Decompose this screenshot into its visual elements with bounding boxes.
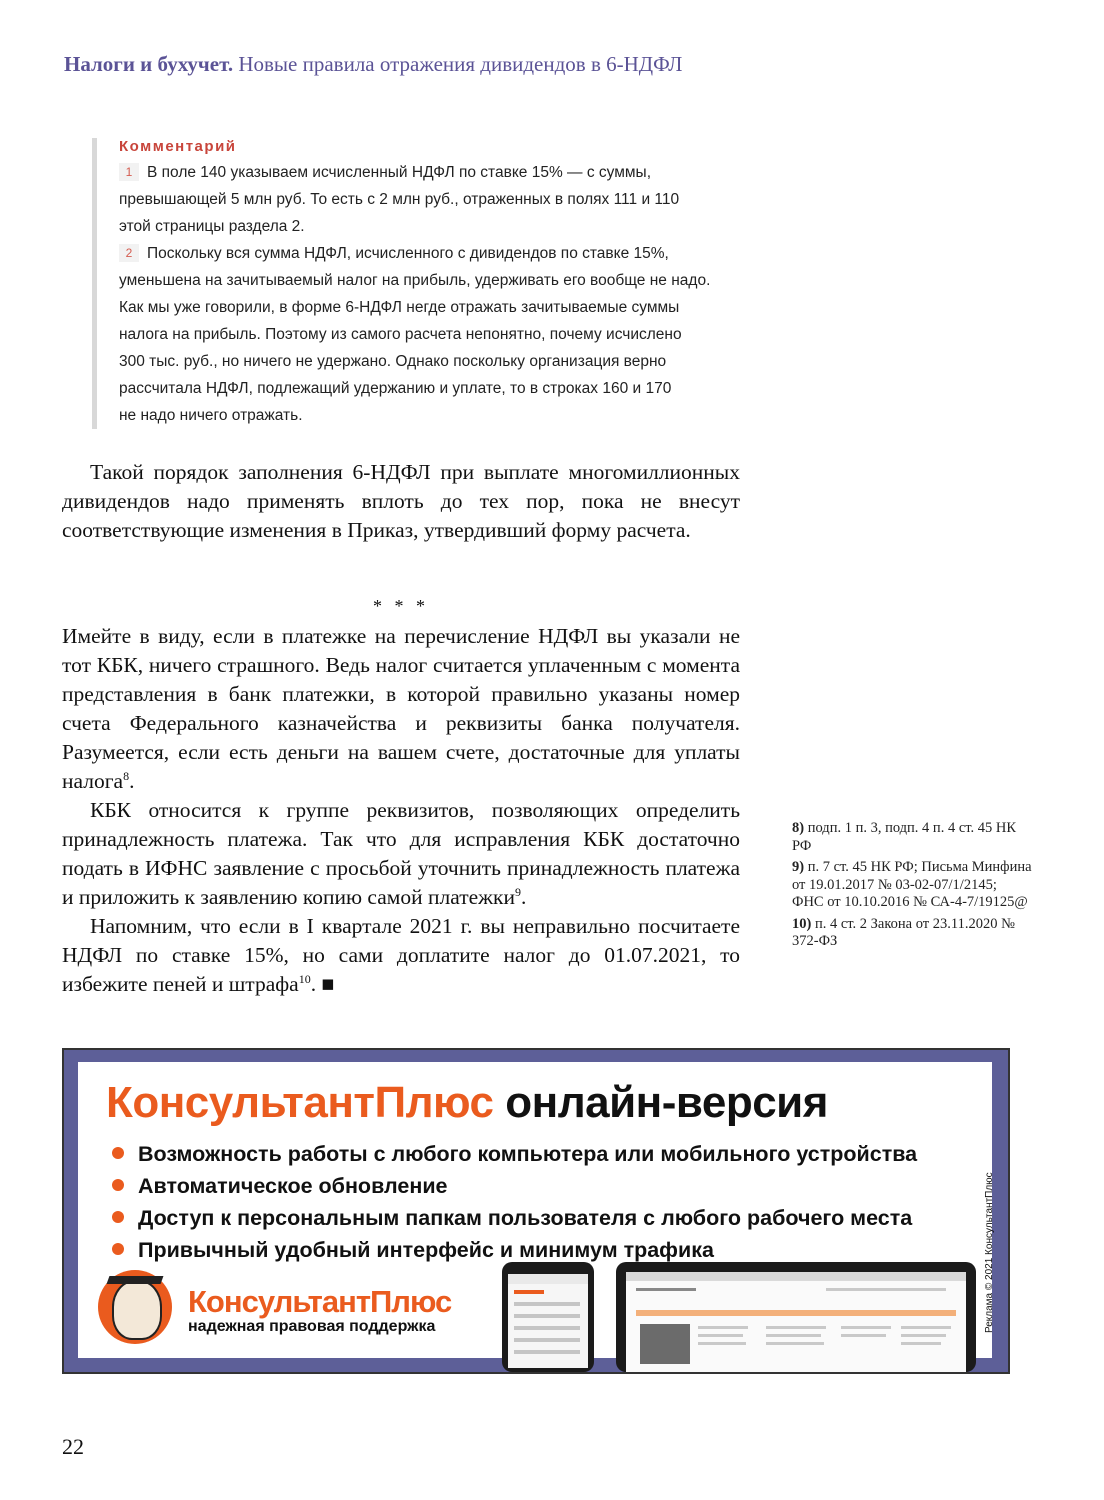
tablet-line: [901, 1342, 941, 1345]
bullet-dot-icon: [112, 1211, 124, 1223]
paragraph: [62, 796, 740, 912]
professor-face-icon: [112, 1280, 162, 1340]
comment-line: этой страницы раздела 2.: [119, 218, 305, 235]
tablet-line: [698, 1342, 746, 1345]
ad-title: [106, 1078, 828, 1128]
page-number: 22: [62, 1434, 84, 1459]
tablet-line: [766, 1334, 821, 1337]
comment-item-1: [119, 159, 779, 240]
ad-bullet: [112, 1206, 912, 1231]
footnote-text: п. 4 ст. 2 Закона от 23.11.2020 № 372-ФЗ: [792, 915, 1015, 949]
ad-disclaimer: Реклама © 2021 КонсультантПлюс: [984, 1171, 995, 1333]
tablet-line: [698, 1326, 748, 1329]
ad-brand: КонсультантПлюс: [188, 1284, 452, 1319]
phone-line: [514, 1338, 580, 1342]
footnote-number: 10): [792, 915, 812, 932]
bullet-dot-icon: [112, 1243, 124, 1255]
bullet-dot-icon: [112, 1179, 124, 1191]
tablet-line: [901, 1326, 951, 1329]
separator: * * *: [373, 596, 429, 616]
ad-title-brand: КонсультантПлюс: [106, 1078, 494, 1127]
footnote-text: п. 7 ст. 45 НК РФ; Письма Минфина от 19.01.2017 № 03-02-07/1/2145; ФНС от 10.10.2016 № СА-4-7/19125@: [792, 859, 1032, 910]
ad-bullet: [112, 1174, 448, 1199]
tablet-screen: [626, 1272, 966, 1372]
ad-bullet: [112, 1238, 714, 1263]
comment-number: 2: [119, 244, 139, 262]
ad-panel: [78, 1062, 995, 1358]
tablet-line: [901, 1334, 946, 1337]
tablet-image-block: [640, 1324, 690, 1364]
tablet-line: [826, 1288, 946, 1291]
comment-number: 1: [119, 163, 139, 181]
tablet-line: [841, 1326, 891, 1329]
tablet-line: [841, 1334, 886, 1337]
footnote-ref: 9: [514, 884, 521, 899]
footnote: [792, 820, 1032, 855]
comment-line: рассчитала НДФЛ, подлежащий удержанию и уплате, то в строках 160 и 170: [119, 380, 672, 397]
phone-line: [514, 1314, 580, 1318]
phone-line: [514, 1326, 580, 1330]
header-title: Новые правила отражения дивидендов в 6-НДФЛ: [238, 52, 683, 76]
graduation-cap-icon: [107, 1276, 164, 1284]
footnote-number: 8): [792, 820, 805, 836]
advertisement-banner[interactable]: [62, 1048, 1010, 1374]
footnote-text: подп. 1 п. 3, подп. 4 п. 4 ст. 45 НК РФ: [792, 820, 1017, 854]
paragraph-end: . ■: [310, 972, 335, 996]
tablet-image: [616, 1262, 976, 1372]
tablet-line: [766, 1342, 824, 1345]
comment-line: Поскольку вся сумма НДФЛ, исчисленного с дивидендов по ставке 15%,: [147, 245, 669, 262]
body-paragraph-1: [62, 458, 740, 545]
footnote: [792, 916, 1032, 951]
footnotes: [792, 820, 1032, 955]
comment-line: 300 тыс. руб., но ничего не удержано. Однако поскольку организация верно: [119, 353, 667, 370]
tablet-line: [766, 1326, 826, 1329]
footnote-number: 9): [792, 859, 805, 875]
comment-line: превышающей 5 млн руб. То есть с 2 млн руб., отраженных в полях 111 и 110: [119, 191, 680, 208]
ad-title-rest: онлайн-версия: [505, 1078, 828, 1127]
consultant-logo-icon: [98, 1270, 172, 1344]
body-paragraphs: [62, 622, 740, 999]
paragraph-end: .: [520, 885, 527, 909]
ad-bullet: [112, 1142, 917, 1167]
comment-box: [92, 138, 779, 429]
ad-bullet-text: Доступ к персональным папкам пользователя с любого рабочего места: [138, 1206, 913, 1230]
phone-line: [514, 1290, 544, 1294]
comment-line: уменьшена на зачитываемый налог на прибыль, удерживать его вообще не надо.: [119, 272, 711, 289]
smartphone-image: [502, 1262, 594, 1372]
tablet-line: [698, 1334, 743, 1337]
tablet-search-bar: [636, 1310, 956, 1316]
comment-line: В поле 140 указываем исчисленный НДФЛ по ставке 15% — с суммы,: [147, 164, 651, 181]
tablet-line: [636, 1288, 696, 1291]
phone-line: [514, 1350, 580, 1354]
footnote-ref: 8: [123, 768, 130, 783]
phone-line: [514, 1302, 580, 1306]
phone-screen: [508, 1274, 588, 1368]
running-header: [64, 52, 682, 77]
comment-line: Как мы уже говорили, в форме 6-НДФЛ негде отражать зачитываемые суммы: [119, 299, 680, 316]
paragraph-text: Напомним, что если в I квартале 2021 г. вы неправильно посчитаете НДФЛ по ставке 15%, но сами доплатите налог до 01.07.2021, то избежите пеней и штрафа: [62, 914, 740, 996]
paragraph-end: .: [129, 769, 135, 793]
comment-line: не надо ничего отражать.: [119, 407, 303, 424]
bullet-dot-icon: [112, 1147, 124, 1159]
footnote-ref: 10: [298, 971, 311, 986]
ad-bullet-text: Привычный удобный интерфейс и минимум трафика: [138, 1238, 714, 1262]
tablet-browser-bar: [626, 1272, 966, 1281]
comment-line: налога на прибыль. Поэтому из самого расчета непонятно, почему исчислено: [119, 326, 682, 343]
ad-bullet-text: Автоматическое обновление: [138, 1174, 448, 1198]
ad-bullet-text: Возможность работы с любого компьютера или мобильного устройства: [138, 1142, 918, 1166]
header-section: Налоги и бухучет.: [64, 52, 234, 76]
footnote: [792, 859, 1032, 912]
paragraph: Такой порядок заполнения 6-НДФЛ при выплате многомиллионных дивидендов надо применять вплоть до тех пор, пока не внесут соответствующие изменения в Приказ, утвердивший форму расчета.: [62, 460, 740, 542]
comment-title: Комментарий: [119, 138, 237, 155]
paragraph: [62, 912, 740, 999]
paragraph: [62, 622, 740, 796]
comment-item-2: [119, 240, 779, 429]
paragraph-text: Имейте в виду, если в платежке на перечисление НДФЛ вы указали не тот КБК, ничего страшного. Ведь налог считается уплаченным с момента представления в банк платежки, в которой правильно указаны номер счета Федерального казначейства и реквизиты банка получателя. Разумеется, если есть деньги на вашем счете, достаточные для уплаты налога: [62, 624, 740, 793]
phone-status-bar: [508, 1274, 588, 1284]
ad-slogan: надежная правовая поддержка: [188, 1318, 436, 1335]
paragraph-text: КБК относится к группе реквизитов, позволяющих определить принадлежность платежа. Так что для исправления КБК достаточно подать в ИФНС заявление с просьбой уточнить принадлежность платежа и приложить к заявлению копию самой платежки: [62, 798, 740, 909]
